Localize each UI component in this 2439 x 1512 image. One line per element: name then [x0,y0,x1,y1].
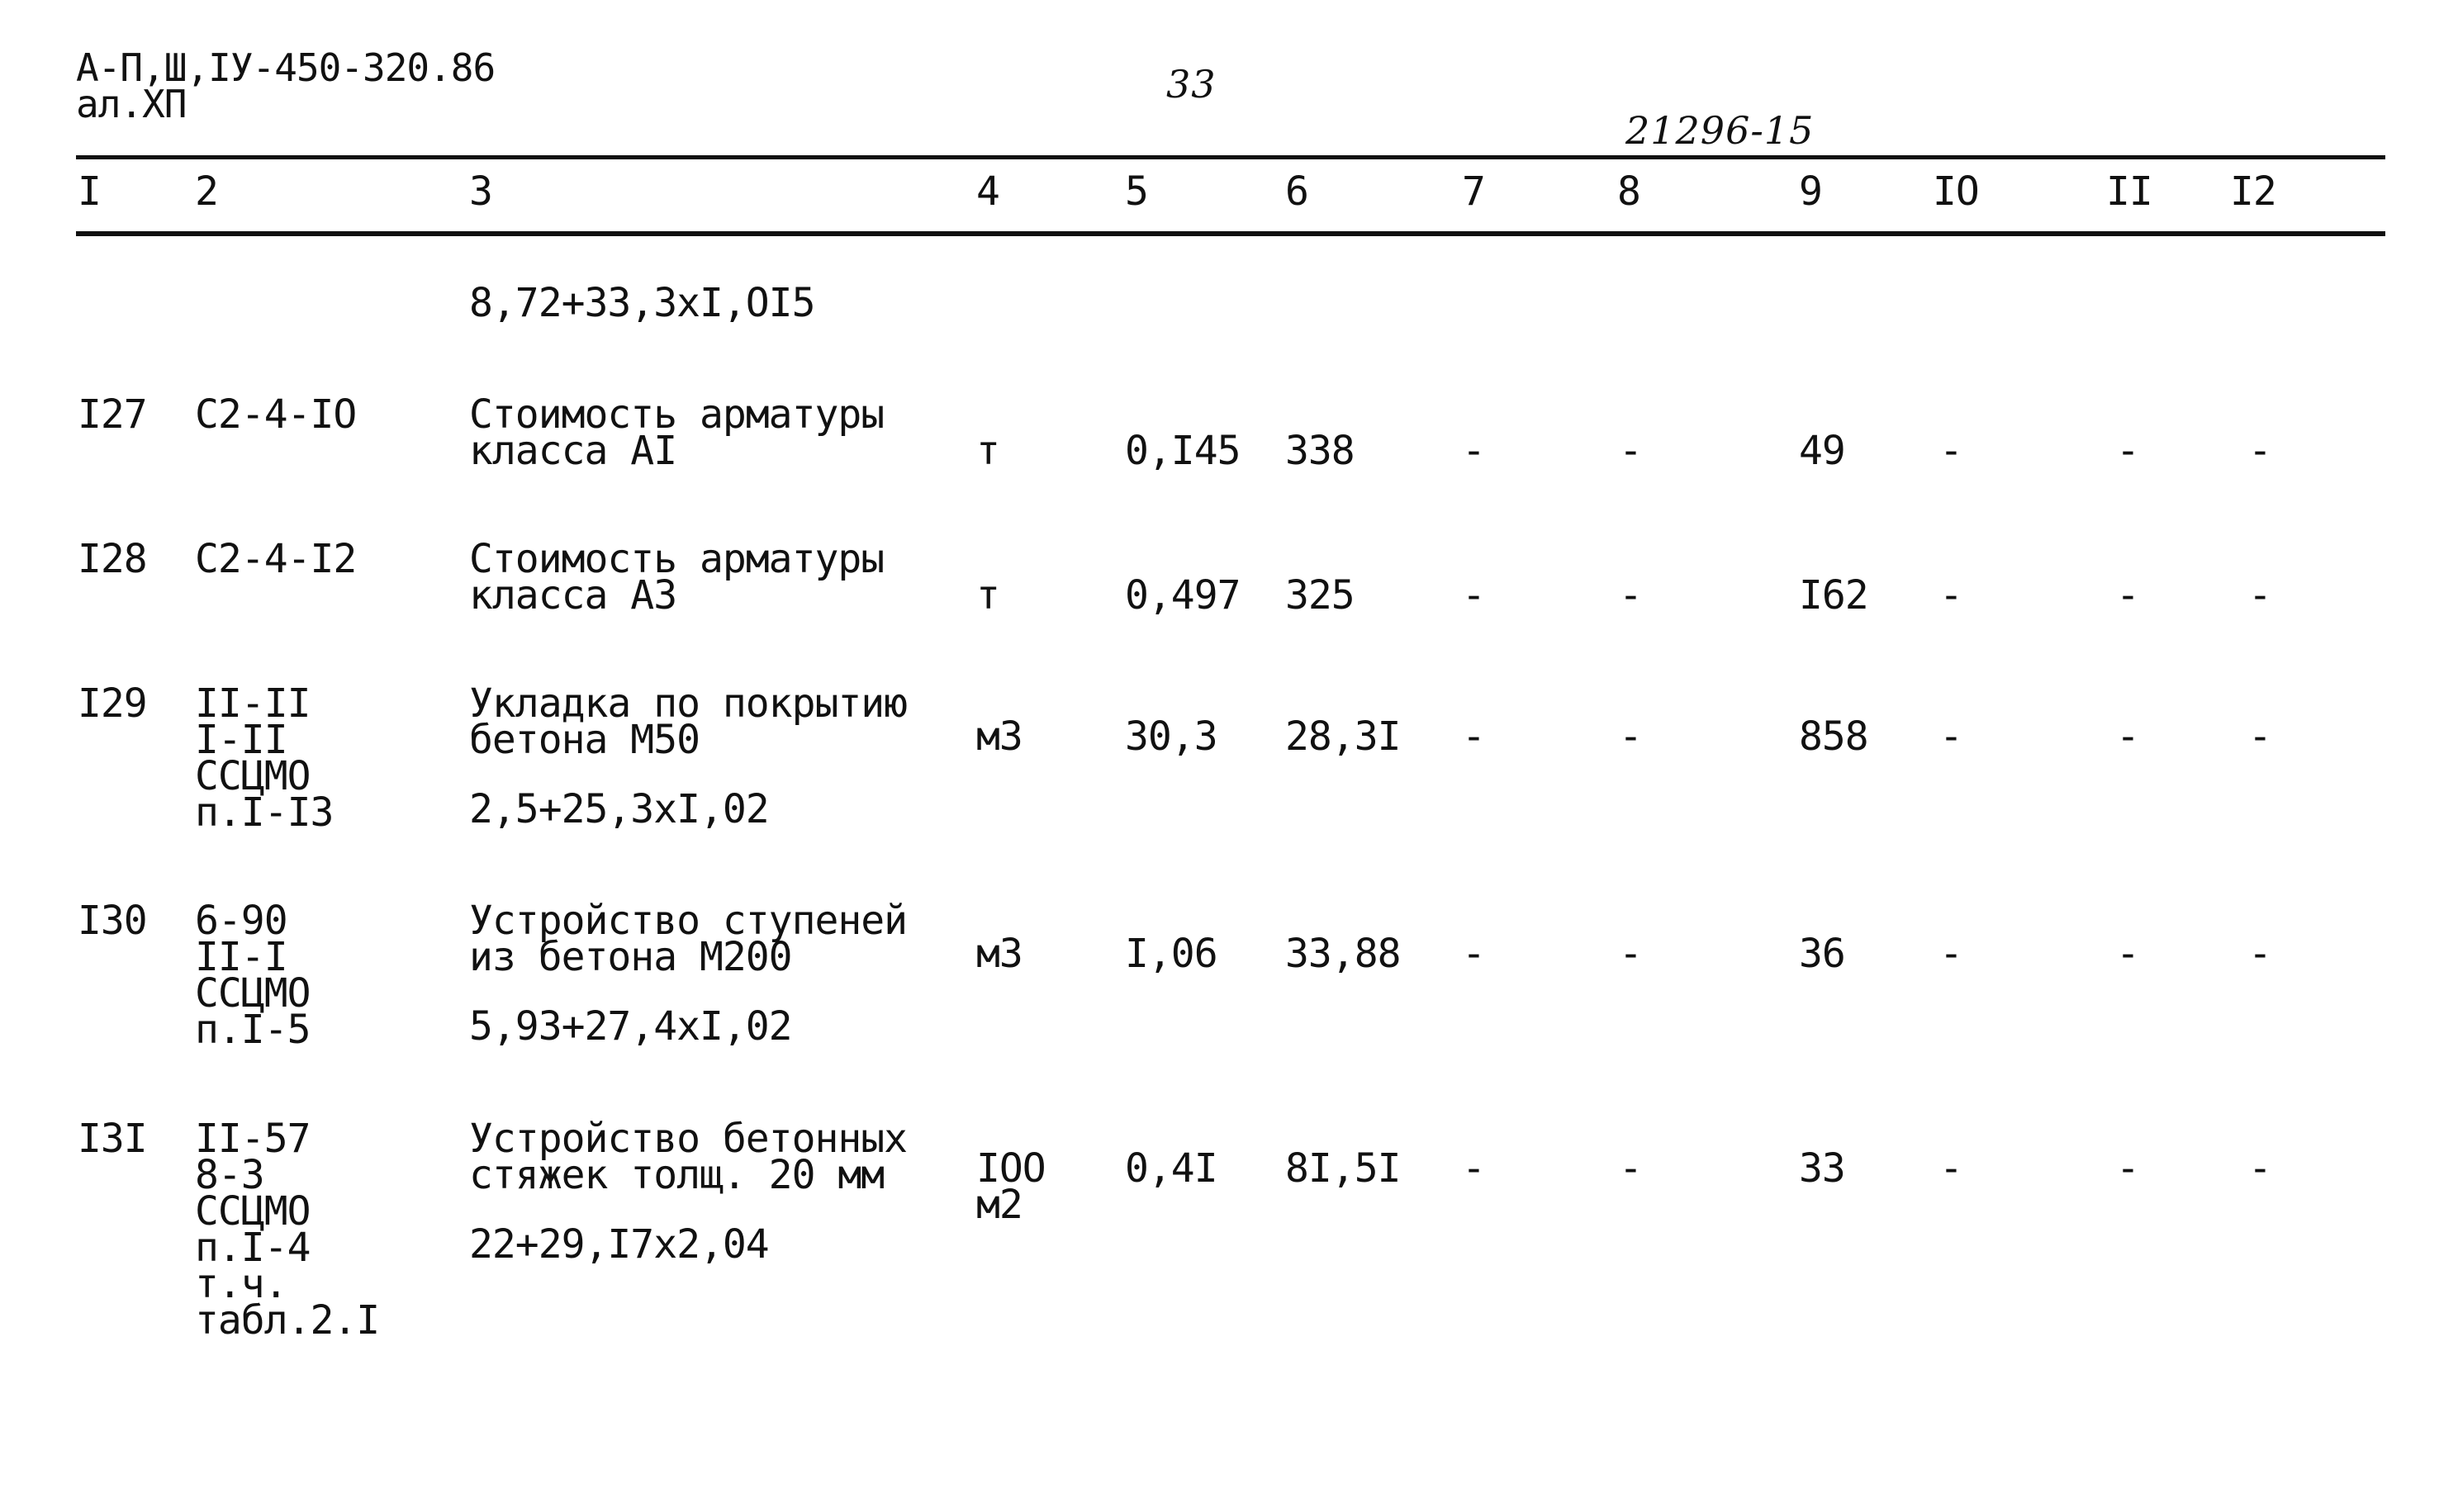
total-cost: 49 [1799,428,1845,474]
work-description: класса АI [469,428,677,474]
column-header-10: IO [1933,168,1979,215]
archive-number: 21296-15 [1625,108,1815,153]
col11-value: - [2116,428,2139,474]
row-number: I30 [78,898,147,944]
column-header-1: I [78,168,101,215]
rate-code: п.I-4 [195,1225,311,1271]
rate-code: т.ч. [195,1261,287,1307]
continuation-formula: 8,72+33,3хI,OI5 [469,280,815,326]
unit: м2 [976,1182,1023,1228]
col10-value: - [1939,931,1962,977]
work-description: бетона М50 [469,717,700,763]
col12-value: - [2248,428,2271,474]
rate-code: С2-4-IO [195,391,357,438]
sheet-label: ал.XП [76,82,187,126]
col10-value: - [1939,713,1962,760]
work-description: Устройство ступеней [469,898,908,944]
page-number: 33 [1166,62,1217,107]
column-header-6: 6 [1285,168,1308,215]
unit: IOO [976,1145,1046,1192]
quantity: 30,3 [1125,713,1217,760]
work-description: Устройство бетонных [469,1116,908,1162]
rate-code: I-II [195,717,287,763]
column-header-9: 9 [1799,168,1822,215]
quantity: I,06 [1125,931,1217,977]
col8-value: - [1619,428,1642,474]
quantity: 0,4I [1125,1145,1217,1192]
col12-value: - [2248,931,2271,977]
col8-value: - [1619,713,1642,760]
work-description: из бетона М200 [469,934,792,980]
calc-formula: 22+29,I7х2,04 [469,1221,769,1268]
unit-price: 28,3I [1285,713,1401,760]
work-description: Стоимость арматуры [469,391,885,438]
rate-code: п.I-5 [195,1007,311,1053]
col8-value: - [1619,1145,1642,1192]
col7-value: - [1462,713,1485,760]
col7-value: - [1462,1145,1485,1192]
col7-value: - [1462,931,1485,977]
total-cost: 858 [1799,713,1868,760]
col8-value: - [1619,572,1642,619]
document-code: А-П,Ш,IУ-450-320.86 [76,45,496,90]
rate-code: II-I [195,934,287,980]
unit-price: 8I,5I [1285,1145,1401,1192]
column-header-4: 4 [976,168,999,215]
total-cost: 36 [1799,931,1845,977]
calc-formula: 5,93+27,4хI,02 [469,1003,792,1050]
col12-value: - [2248,713,2271,760]
col7-value: - [1462,428,1485,474]
rate-code: 6-90 [195,898,287,944]
quantity: 0,I45 [1125,428,1241,474]
col11-value: - [2116,572,2139,619]
work-description: Стоимость арматуры [469,536,885,582]
rate-code: ССЦМО [195,1188,311,1235]
col11-value: - [2116,713,2139,760]
work-description: класса А3 [469,572,677,619]
unit: т [976,428,999,474]
col10-value: - [1939,1145,1962,1192]
col11-value: - [2116,1145,2139,1192]
row-number: I28 [78,536,147,582]
rate-code: табл.2.I [195,1297,380,1344]
column-header-5: 5 [1125,168,1148,215]
rate-code: ССЦМО [195,753,311,799]
rate-code: п.I-I3 [195,789,334,836]
rate-code: II-II [195,680,311,727]
header-bottom-rule [76,231,2385,236]
col8-value: - [1619,931,1642,977]
rate-code: 8-3 [195,1152,264,1198]
unit: м3 [976,713,1023,760]
col12-value: - [2248,1145,2271,1192]
col10-value: - [1939,572,1962,619]
unit-price: 325 [1285,572,1355,619]
top-rule [76,155,2385,159]
row-number: I27 [78,391,147,438]
column-header-2: 2 [195,168,218,215]
unit: м3 [976,931,1023,977]
total-cost: I62 [1799,572,1868,619]
unit-price: 33,88 [1285,931,1401,977]
rate-code: ССЦМО [195,970,311,1017]
rate-code: II-57 [195,1116,311,1162]
quantity: 0,497 [1125,572,1241,619]
col11-value: - [2116,931,2139,977]
work-description: стяжек толщ. 20 мм [469,1152,885,1198]
row-number: I3I [78,1116,147,1162]
calc-formula: 2,5+25,3хI,02 [469,786,769,832]
row-number: I29 [78,680,147,727]
column-header-11: II [2106,168,2152,215]
column-header-7: 7 [1462,168,1485,215]
col10-value: - [1939,428,1962,474]
col12-value: - [2248,572,2271,619]
unit: т [976,572,999,619]
column-header-12: I2 [2230,168,2276,215]
work-description: Укладка по покрытию [469,680,908,727]
unit-price: 338 [1285,428,1355,474]
column-header-8: 8 [1617,168,1640,215]
total-cost: 33 [1799,1145,1845,1192]
column-header-3: 3 [469,168,492,215]
col7-value: - [1462,572,1485,619]
rate-code: С2-4-I2 [195,536,357,582]
